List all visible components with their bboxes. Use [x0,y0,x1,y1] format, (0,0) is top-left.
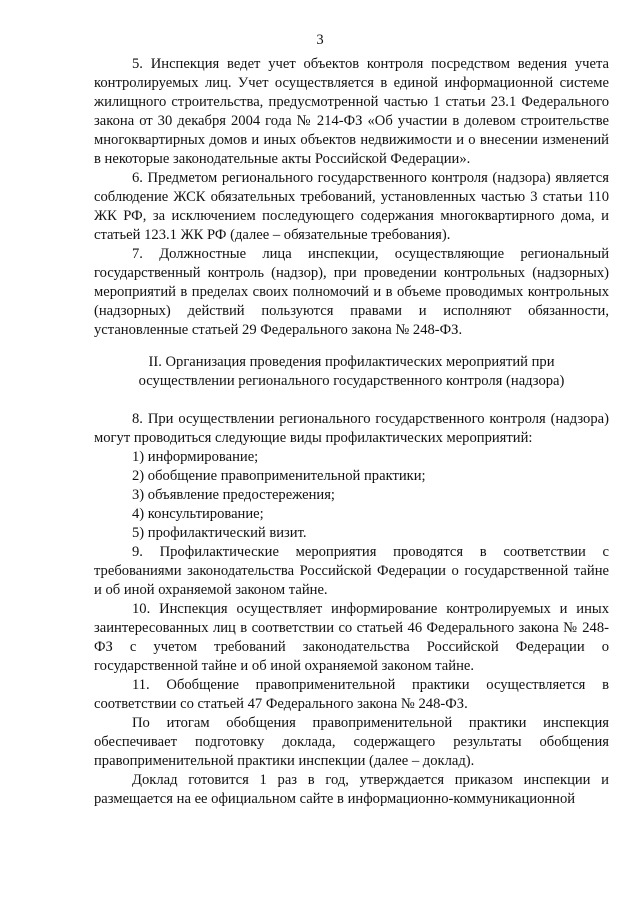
list-item: 4) консультирование; [132,506,264,522]
list-item: 3) объявление предостережения; [132,487,335,503]
document-body [94,55,609,809]
list-item: 5) профилактический визит. [132,525,307,541]
paragraph-6: 6. Предметом регионального государственного контроля (надзора) является соблюдение ЖСК обязательных требований, установленных частью 3 статьи 110 ЖК РФ, за исключением последующего содержания многоквартирного дома, и статьей 123.1 ЖК РФ (далее – обязательные требования). [94,170,609,243]
paragraph-11: 11. Обобщение правоприменительной практики осуществляется в соответствии со статьей 47 Федерального закона № 248-ФЗ. [94,677,609,712]
section-heading: II. Организация проведения профилактических мероприятий при осуществлении регионального государственного контроля (надзора) [138,354,565,389]
paragraph-8: 8. При осуществлении регионального государственного контроля (надзора) могут проводиться следующие виды профилактических мероприятий: [94,411,609,446]
paragraph-report-preparation: По итогам обобщения правоприменительной практики инспекция обеспечивает подготовку доклада, содержащего результаты обобщения правоприменительной практики инспекции (далее – доклад). [94,715,609,769]
paragraph-5: 5. Инспекция ведет учет объектов контроля посредством ведения учета контролируемых лиц. Учет осуществляется в единой информационной системе жилищного строительства, предусмотренной частью 1 статьи 23.1 Федерального закона от 30 декабря 2004 года № 214-ФЗ «Об участии в долевом строительстве многоквартирных домов и иных объектов недвижимости и о внесении изменений в некоторые законодательные акты Российской Федерации». [94,56,609,167]
paragraph-7: 7. Должностные лица инспекции, осуществляющие региональный государственный контроль (надзор), при проведении контрольных (надзорных) мероприятий в пределах своих полномочий и в объеме проводимых контрольных (надзорных) действий пользуются правами и исполняют обязанности, установленные статьей 29 Федерального закона № 248-ФЗ. [94,246,609,338]
list-item: 1) информирование; [132,449,259,465]
page-number: 3 [316,32,324,48]
list-item: 2) обобщение правоприменительной практики; [132,468,426,484]
paragraph-report-publication: Доклад готовится 1 раз в год, утверждается приказом инспекции и размещается на ее официальном сайте в информационно-коммуникационной [94,772,609,807]
paragraph-10: 10. Инспекция осуществляет информирование контролируемых и иных заинтересованных лиц в соответствии со статьей 46 Федерального закона № 248-ФЗ с учетом требований законодательства Российской Федерации о государственной тайне и об иной охраняемой законом тайне. [94,601,609,674]
prevention-measures-list [94,448,609,543]
paragraph-9: 9. Профилактические мероприятия проводятся в соответствии с требованиями законодательства Российской Федерации о государственной тайне и об иной охраняемой законом тайне. [94,544,609,598]
